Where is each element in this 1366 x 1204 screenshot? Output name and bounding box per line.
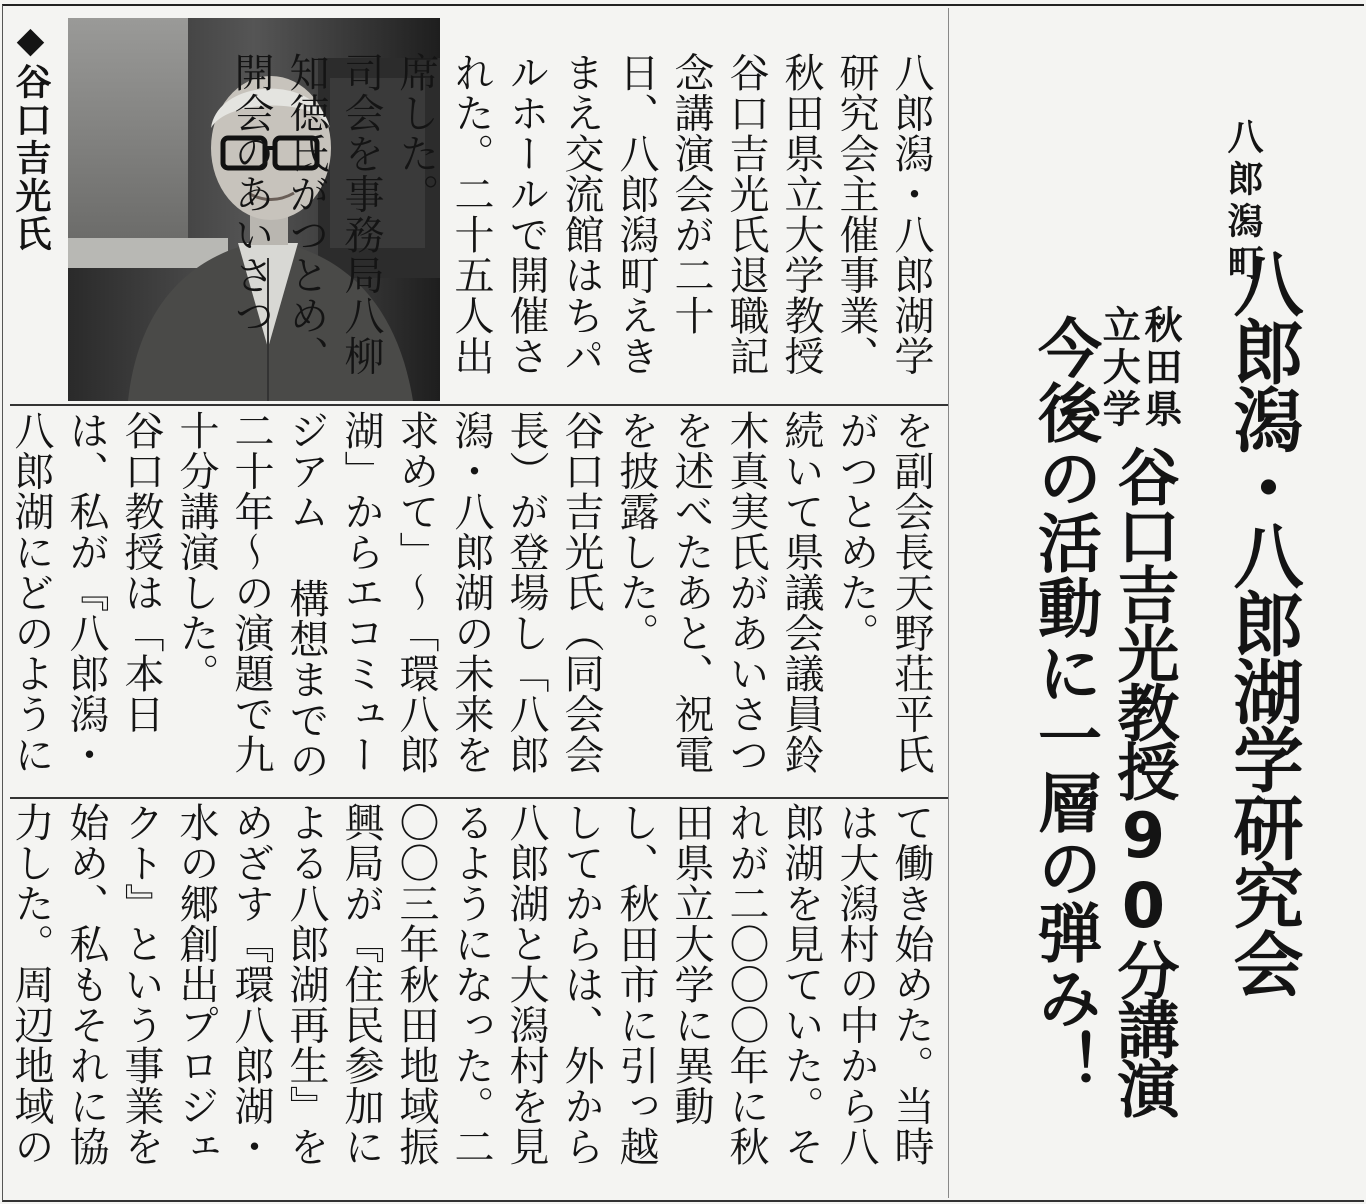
article-tier-3 <box>8 802 938 1192</box>
paragraph: を副会長天野荘平氏がつとめた。 <box>833 410 934 775</box>
paragraph: て働き始めた。当時は大潟村の中から八郎湖を見ていた。それが二〇〇〇年に秋田県立大学に異動し、秋田市に引っ越してからは、外から八郎湖と大潟村を見るようになった。二〇〇三年秋田地域振興局が『住民参加による八郎湖再生』をめざす『環八郎湖・水の郷創出プロジェクト』という事業を始め、私もそれに協力した。周辺地域の <box>8 802 934 1167</box>
paragraph: 八郎潟・八郎湖学研究会主催事業、秋田県立大学教授谷口吉光氏退職記念講演会が二十日、八郎潟町えきまえ交流館はちパルホールで開催された。二十五人出席した。 <box>393 52 934 376</box>
headline-tagline: 今後の活動に一層の弾み！ <box>1027 315 1101 1095</box>
headline-sub: 谷口吉光教授90分講演 <box>1107 445 1180 1116</box>
headline-organization: 秋田県立大学 <box>1096 305 1182 431</box>
photo-caption: ◆谷口吉光氏 <box>10 20 51 253</box>
paragraph: 続いて県議会議員鈴木真実氏があいさつを述べたあと、祝電を披露した。 <box>613 410 824 775</box>
paragraph: 谷口教授は「本日は、私が『八郎潟・八郎湖にどのように <box>8 410 164 775</box>
article-tier-1 <box>228 52 938 402</box>
paragraph: 司会を事務局八柳知徳氏がつとめ、開会のあいさつ <box>228 52 384 376</box>
headline-main: 八郎潟・八郎湖学研究会 <box>1222 248 1304 996</box>
tier-divider-2 <box>10 797 948 799</box>
paragraph: 谷口吉光氏（同会会長）が登場し「八郎潟・八郎湖の未来を求めて」～「環八郎湖」からエコミュージアム 構想までの二十年～の演題で九十分講演した。 <box>173 410 604 781</box>
headline-divider <box>948 8 949 1198</box>
article-tier-2 <box>8 410 938 790</box>
town-label: 八郎潟町 <box>1222 118 1263 286</box>
tier-divider-1 <box>10 404 948 406</box>
